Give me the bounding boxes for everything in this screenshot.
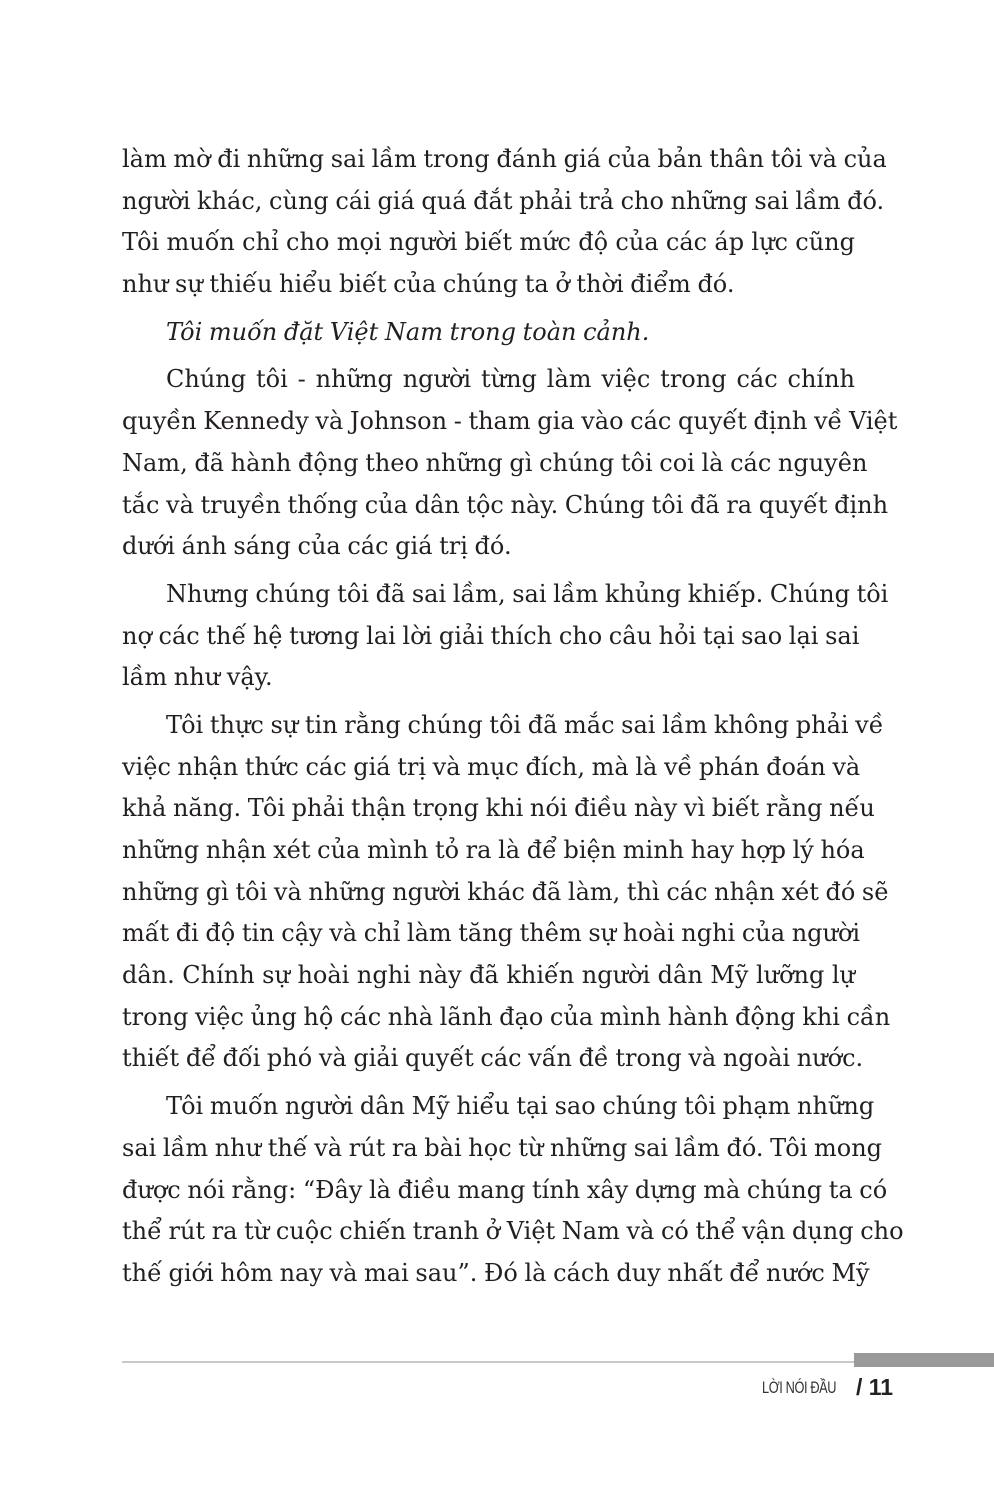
paragraph (122, 705, 891, 1080)
text-line: sai lầm như thế và rút ra bài học từ những sai lầm đó. Tôi mong (122, 1133, 883, 1162)
text-line: thiết để đối phó và giải quyết các vấn đề trong và ngoài nước. (122, 1044, 864, 1073)
text-line: được nói rằng: “Đây là điều mang tính xây dựng mà chúng ta có (122, 1175, 888, 1204)
text-line: người khác, cùng cái giá quá đắt phải trả cho những sai lầm đó. (122, 186, 885, 215)
paragraph (122, 574, 889, 699)
running-footer-section: LỜI NÓI ĐẦU (762, 1378, 837, 1397)
page-number: / 11 (856, 1374, 894, 1400)
text-line: thể rút ra từ cuộc chiến tranh ở Việt Nam và có thể vận dụng cho (122, 1217, 904, 1246)
footer-bar (854, 1353, 994, 1367)
paragraph (122, 312, 855, 354)
text-line: nợ các thế hệ tương lai lời giải thích cho câu hỏi tại sao lại sai (122, 621, 860, 650)
text-line: mất đi độ tin cậy và chỉ làm tăng thêm sự hoài nghi của người (122, 919, 861, 948)
text-line: khả năng. Tôi phải thận trọng khi nói điều này vì biết rằng nếu (122, 794, 875, 823)
text-line: Tôi muốn chỉ cho mọi người biết mức độ của các áp lực cũng (122, 228, 855, 257)
text-line: lầm như vậy. (122, 663, 273, 692)
paragraph (122, 359, 898, 567)
text-line: như sự thiếu hiểu biết của chúng ta ở thời điểm đó. (122, 270, 735, 299)
paragraph (122, 139, 887, 306)
text-line: những nhận xét của mình tỏ ra là để biện minh hay hợp lý hóa (122, 836, 865, 864)
text-line: Chúng tôi - những người từng làm việc trong các chính (166, 365, 855, 394)
text-line: dân. Chính sự hoài nghi này đã khiến người dân Mỹ lưỡng lự (122, 961, 855, 990)
text-line: Nhưng chúng tôi đã sai lầm, sai lầm khủng khiếp. Chúng tôi (166, 579, 889, 608)
paragraph (122, 1086, 904, 1294)
text-line: thế giới hôm nay và mai sau”. Đó là cách duy nhất để nước Mỹ (122, 1258, 870, 1287)
text-line: Nam, đã hành động theo những gì chúng tôi coi là các nguyên (122, 448, 868, 477)
text-line: Tôi muốn người dân Mỹ hiểu tại sao chúng tôi phạm những (166, 1092, 875, 1121)
text-line: quyền Kennedy và Johnson - tham gia vào các quyết định về Việt (122, 407, 898, 436)
text-line: việc nhận thức các giá trị và mục đích, mà là về phán đoán và (122, 752, 861, 781)
text-line: Tôi muốn đặt Việt Nam trong toàn cảnh. (166, 317, 650, 346)
text-line: trong việc ủng hộ các nhà lãnh đạo của mình hành động khi cần (122, 1002, 891, 1031)
text-line: Tôi thực sự tin rằng chúng tôi đã mắc sai lầm không phải về (166, 710, 884, 739)
text-line: làm mờ đi những sai lầm trong đánh giá của bản thân tôi và của (122, 145, 887, 173)
text-line: dưới ánh sáng của các giá trị đó. (122, 532, 512, 561)
text-line: tắc và truyền thống của dân tộc này. Chúng tôi đã ra quyết định (122, 490, 889, 519)
body-text (122, 139, 904, 1301)
text-line: những gì tôi và những người khác đã làm, thì các nhận xét đó sẽ (122, 877, 889, 906)
footer-rule (122, 1361, 854, 1363)
